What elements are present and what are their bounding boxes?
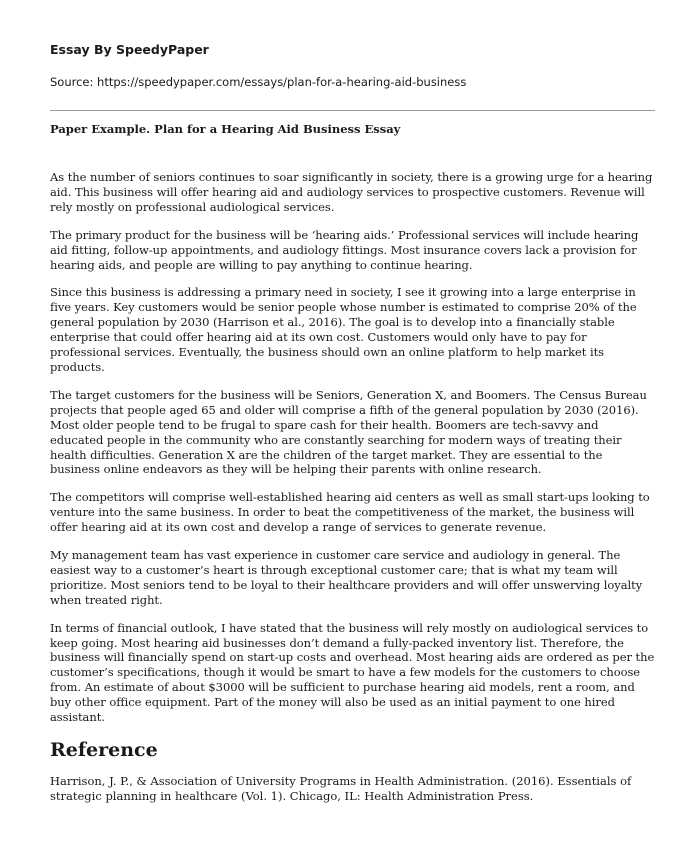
paragraph: The competitors will comprise well-established hearing aid centers as well as small start-ups looking to venture into the same business. In order to beat the competitiveness of the market, the business will offer hearing aid at its own cost and develop a range of services to generate revenue. [50,490,650,535]
divider [50,110,655,111]
paragraph: Since this business is addressing a primary need in society, I see it growing into a large enterprise in five years. Key customers would be senior people whose number is estimated to comprise 20% of the general population by 2030 (Harrison et al., 2016). The goal is to develop into a financially stable enterprise that could offer hearing aid at its own cost. Customers would only have to pay for professional services. Eventually, the business should own an online platform to help market its products. [50,285,637,374]
reference-entry: Harrison, J. P., & Association of University Programs in Health Administration. (2016). Essentials of strategic planning in healthcare (Vol. 1). Chicago, IL: Health Administration Press. [50,774,632,803]
paragraph: In terms of financial outlook, I have stated that the business will rely mostly on audiological services to keep going. Most hearing aid businesses don’t demand a fully-packed inventory list. Therefore, the business will financially spend on start-up costs and overhead. Most hearing aids are ordered as per the customer’s specifications, though it would be smart to have a few models for the customers to choose from. An estimate of about $3000 will be sufficient to purchase hearing aid models, rent a room, and buy other office equipment. Part of the money will also be used as an initial payment to one hired assistant. [50,620,655,725]
site-header: Essay By SpeedyPaper [50,42,209,57]
document-page [50,42,655,804]
reference-heading: Reference [50,739,158,761]
paragraph: As the number of seniors continues to soar significantly in society, there is a growing urge for a hearing aid. This business will offer hearing aid and audiology services to prospective customers. Revenue will rely mostly on professional audiological services. [50,170,653,214]
paragraph: My management team has vast experience in customer care service and audiology in general. The easiest way to a customer’s heart is through exceptional customer care; that is what my team will prioritize. Most seniors tend to be loyal to their healthcare providers and will offer unswerving loyalty when treated right. [50,548,643,607]
source-line: Source: https://speedypaper.com/essays/plan-for-a-hearing-aid-business [50,75,467,89]
paragraph: The primary product for the business will be ‘hearing aids.’ Professional services will include hearing aid fitting, follow-up appointments, and audiology fittings. Most insurance covers lack a provision for hearing aids, and people are willing to pay anything to continue hearing. [50,227,639,272]
essay-body [50,170,655,725]
paragraph: The target customers for the business will be Seniors, Generation X, and Boomers. The Census Bureau projects that people aged 65 and older will comprise a fifth of the general population by 2030 (2016). Most older people tend to be frugal to spare cash for their health. Boomers are tech-savvy and educated people in the community who are constantly searching for modern ways of treating their health difficulties. Generation X are the children of the target market. They are essential to the business online endeavors as they will be helping their parents with online research. [50,387,647,477]
paper-title: Paper Example. Plan for a Hearing Aid Business Essay [50,122,401,136]
